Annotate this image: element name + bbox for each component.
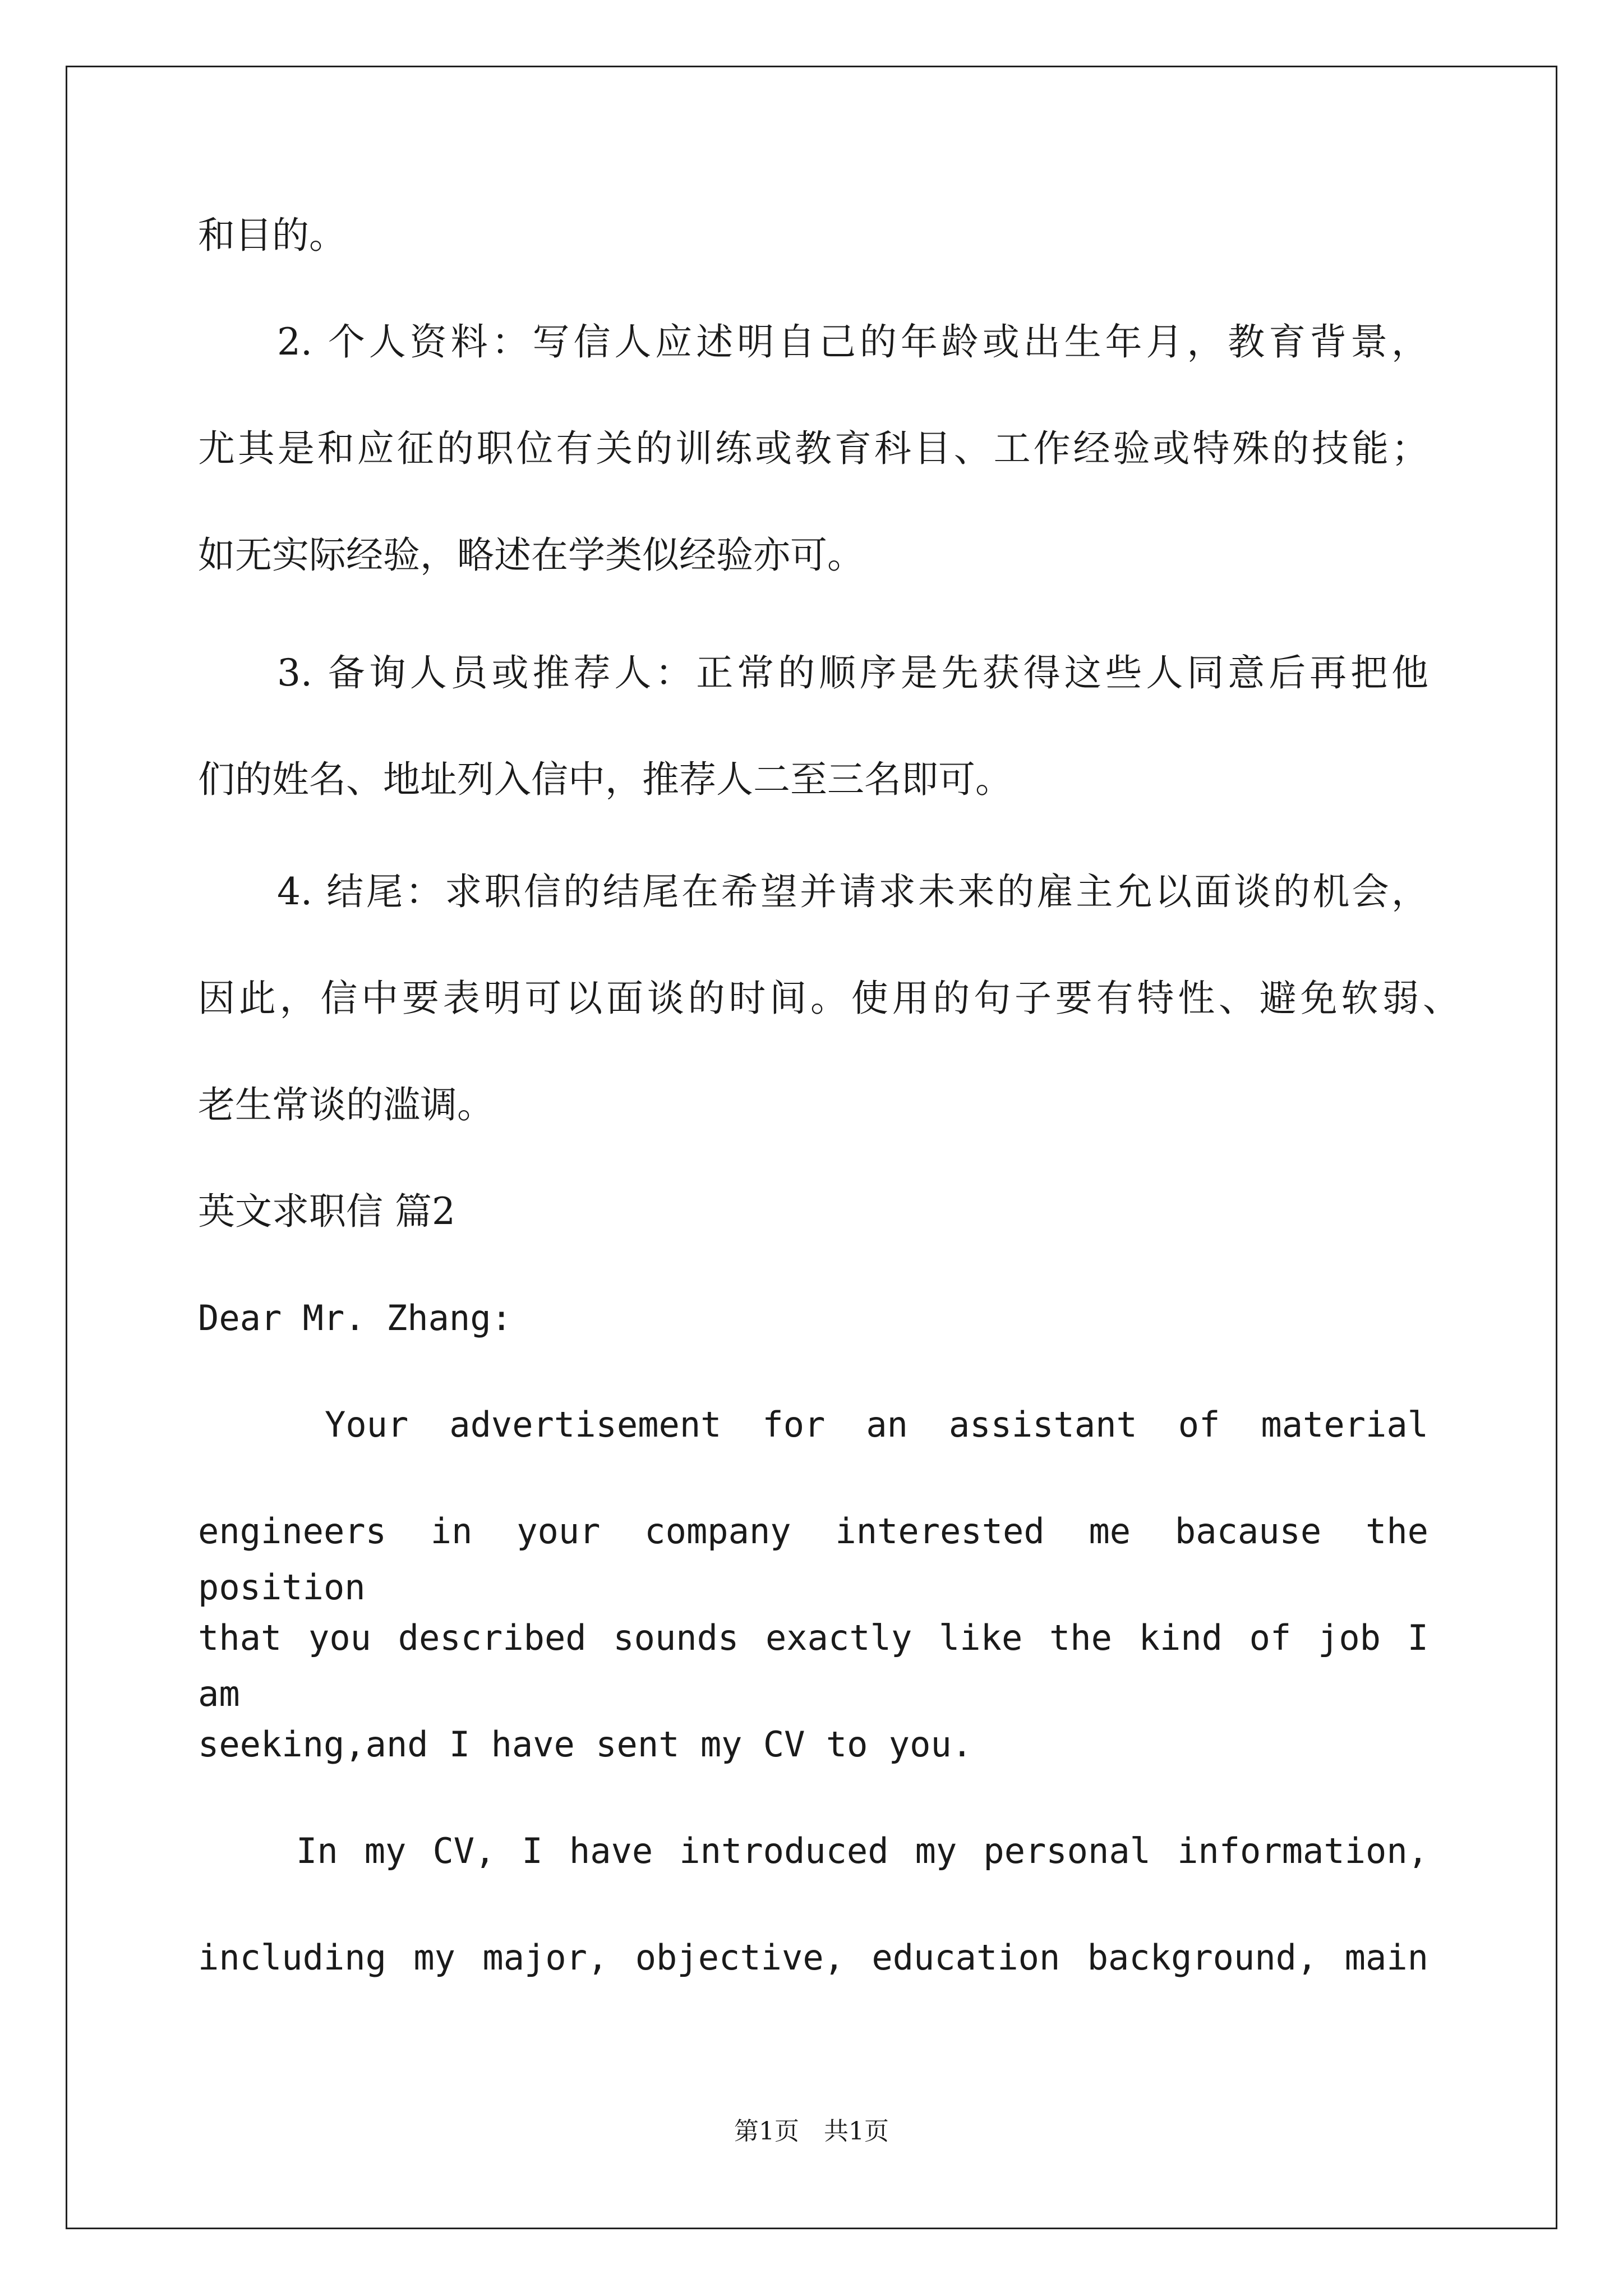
body-line-5: 3. 备询人员或推荐人：正常的顺序是先获得这些人同意后再把他	[277, 651, 1428, 694]
page-number: 第1页 共1页	[734, 2117, 889, 2146]
body-line-4: 如无实际经验，略述在学类似经验亦可。	[198, 533, 864, 577]
body-line-3: 尤其是和应征的职位有关的训练或教育科目、工作经验或特殊的技能；	[198, 427, 1428, 470]
letter-line-3: that you described sounds exactly like the kind of job I am	[198, 1617, 1428, 1714]
letter-line-4: seeking,and I have sent my CV to you.	[198, 1724, 973, 1765]
body-line-1: 和目的。	[198, 214, 346, 257]
letter-line-6: including my major, objective, education background, main	[198, 1937, 1428, 1978]
body-line-8: 因此，信中要表明可以面谈的时间。使用的句子要有特性、避免软弱、	[198, 977, 1460, 1020]
letter-line-1: Your advertisement for an assistant of material	[325, 1404, 1428, 1445]
body-line-9: 老生常谈的滥调。	[198, 1083, 494, 1126]
page-border	[66, 66, 1557, 2229]
section-heading: 英文求职信 篇2	[198, 1190, 455, 1233]
body-line-2: 2. 个人资料：写信人应述明自己的年龄或出生年月，教育背景，	[277, 320, 1428, 364]
body-line-7: 4. 结尾：求职信的结尾在希望并请求未来的雇主允以面谈的机会，	[277, 870, 1428, 913]
letter-line-2: engineers in your company interested me bacause the position	[198, 1511, 1428, 1608]
body-line-6: 们的姓名、地址列入信中，推荐人二至三名即可。	[198, 758, 1012, 801]
salutation: Dear Mr. Zhang:	[198, 1297, 512, 1338]
letter-line-5: In my CV, I have introduced my personal information,	[296, 1830, 1428, 1871]
